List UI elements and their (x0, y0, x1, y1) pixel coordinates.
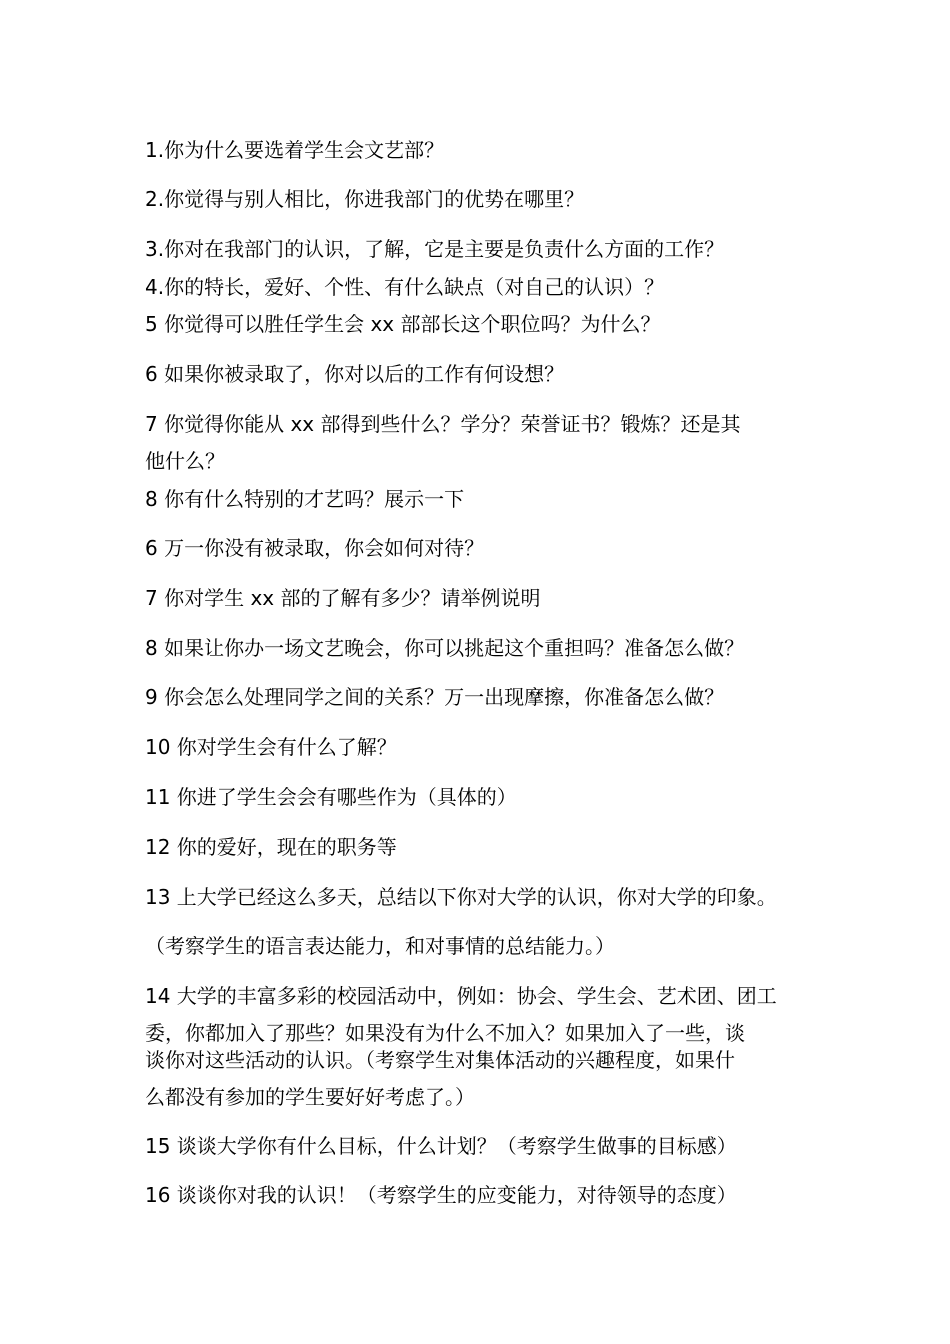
question-2: 2.你觉得与别人相比，你进我部门的优势在哪里？ (145, 187, 585, 211)
question-3: 3.你对在我部门的认识，了解，它是主要是负责什么方面的工作？ (145, 237, 725, 261)
question-8: 8 你有什么特别的才艺吗？展示一下 (145, 487, 465, 511)
question-15: 15 谈谈大学你有什么目标，什么计划？（考察学生做事的目标感） (145, 1134, 737, 1158)
question-14: 14 大学的丰富多彩的校园活动中，例如：协会、学生会、艺术团、团工 (145, 984, 777, 1008)
question-4: 4.你的特长，爱好、个性、有什么缺点（对自己的认识）？ (145, 275, 665, 299)
question-13-note: （考察学生的语言表达能力，和对事情的总结能力。） (145, 934, 615, 958)
question-1: 1.你为什么要选着学生会文艺部？ (145, 138, 445, 162)
question-6: 6 如果你被录取了，你对以后的工作有何设想？ (145, 362, 565, 386)
question-14-cont-2: 谈你对这些活动的认识。（考察学生对集体活动的兴趣程度，如果什 (145, 1048, 735, 1072)
question-12: 12 你的爱好，现在的职务等 (145, 835, 397, 859)
question-5: 5 你觉得可以胜任学生会 xx 部部长这个职位吗？为什么？ (145, 312, 661, 336)
question-14-cont-1: 委，你都加入了那些？如果没有为什么不加入？如果加入了一些，谈 (145, 1021, 745, 1045)
question-14-cont-3: 么都没有参加的学生要好好考虑了。） (145, 1085, 475, 1109)
question-8b: 8 如果让你办一场文艺晚会，你可以挑起这个重担吗？准备怎么做？ (145, 636, 745, 660)
question-9: 9 你会怎么处理同学之间的关系？万一出现摩擦，你准备怎么做？ (145, 685, 725, 709)
question-7b: 7 你对学生 xx 部的了解有多少？请举例说明 (145, 586, 541, 610)
question-16: 16 谈谈你对我的认识！（考察学生的应变能力，对待领导的态度） (145, 1183, 737, 1207)
question-7-cont: 他什么？ (145, 449, 225, 473)
question-13: 13 上大学已经这么多天，总结以下你对大学的认识，你对大学的印象。 (145, 885, 777, 909)
question-10: 10 你对学生会有什么了解？ (145, 735, 397, 759)
question-6b: 6 万一你没有被录取，你会如何对待？ (145, 536, 485, 560)
question-11: 11 你进了学生会会有哪些作为（具体的） (145, 785, 517, 809)
question-7: 7 你觉得你能从 xx 部得到些什么？学分？荣誉证书？锻炼？还是其 (145, 412, 741, 436)
